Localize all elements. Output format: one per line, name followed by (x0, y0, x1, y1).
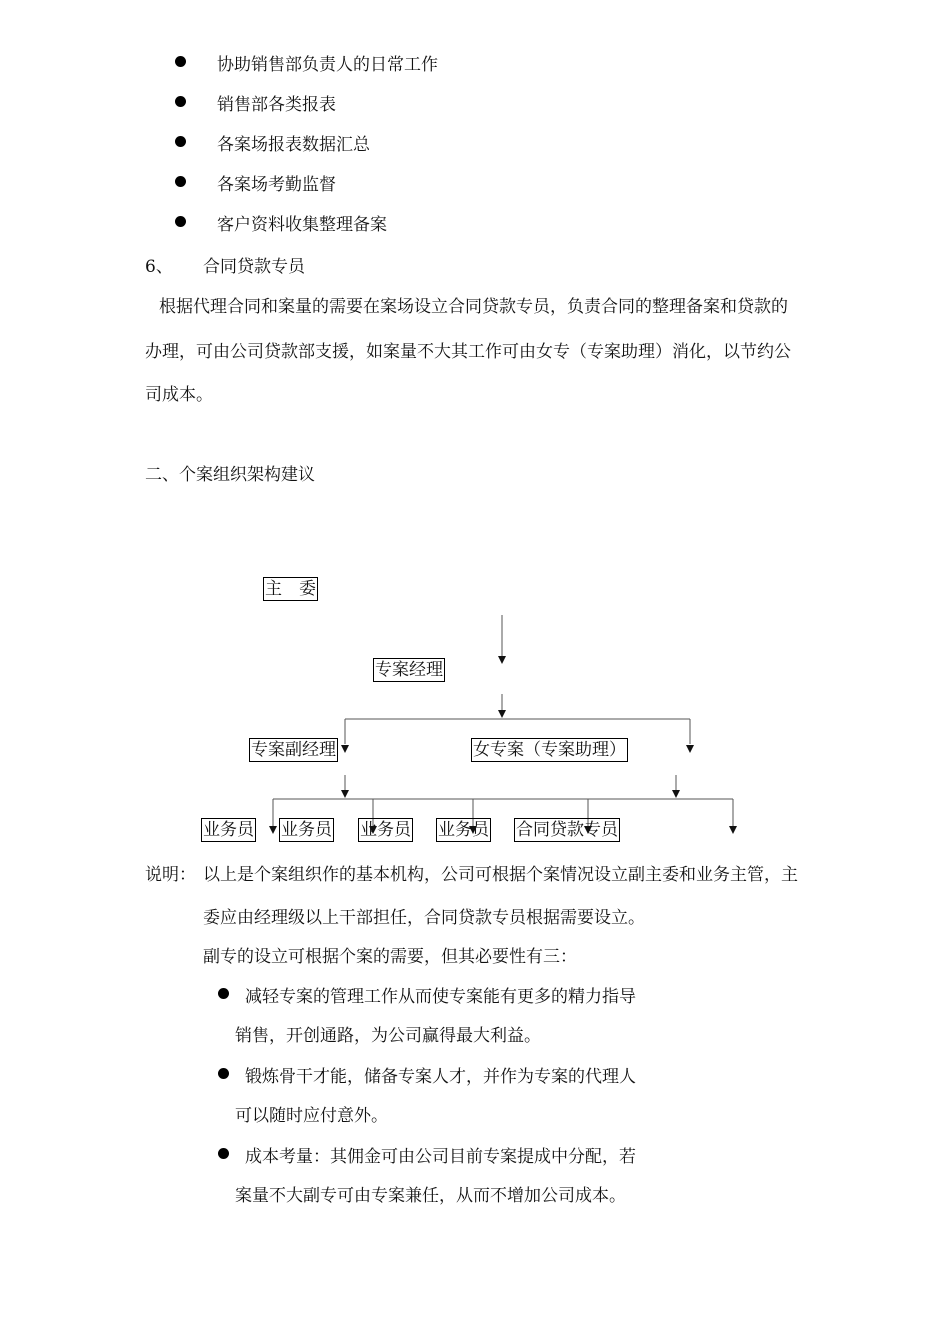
notes-bullet-text: 成本考量：其佣金可由公司目前专案提成中分配，若 (245, 1147, 636, 1167)
arrow-down-icon (269, 826, 277, 834)
body-line: 办理，可由公司贷款部支援，如案量不大其工作可由女专（专案助理）消化，以节约公 (145, 342, 791, 362)
org-box-director: 主 委 (265, 579, 316, 599)
notes-bullet-text: 可以随时应付意外。 (235, 1106, 388, 1126)
notes-label: 说明： (145, 865, 196, 885)
bullet-icon (218, 988, 229, 999)
arrow-down-icon (341, 745, 349, 753)
list-item: 各案场报表数据汇总 (217, 135, 370, 155)
body-line: 根据代理合同和案量的需要在案场设立合同贷款专员，负责合同的整理备案和贷款的 (159, 297, 788, 317)
arrow-down-icon (498, 656, 506, 664)
list-item: 客户资料收集整理备案 (217, 215, 387, 235)
section-number: 6、 (145, 257, 173, 277)
notes-bullet-text: 案量不大副专可由专案兼任，从而不增加公司成本。 (235, 1186, 626, 1206)
org-box-staff: 业务员 (438, 820, 489, 840)
arrow-down-icon (341, 790, 349, 798)
notes-bullet-text: 锻炼骨干才能，储备专案人才，并作为专案的代理人 (245, 1067, 636, 1087)
org-box-deputy-manager: 专案副经理 (251, 740, 336, 760)
list-item: 销售部各类报表 (217, 95, 336, 115)
bullet-icon (218, 1068, 229, 1079)
body-line: 司成本。 (145, 385, 213, 405)
arrow-down-icon (498, 710, 506, 718)
arrow-down-icon (686, 745, 694, 753)
notes-line: 委应由经理级以上干部担任，合同贷款专员根据需要设立。 (203, 908, 645, 928)
org-box-staff: 业务员 (360, 820, 411, 840)
notes-bullet-text: 销售，开创通路，为公司赢得最大利益。 (235, 1026, 541, 1046)
org-box-staff: 业务员 (281, 820, 332, 840)
list-item: 各案场考勤监督 (217, 175, 336, 195)
org-box-manager: 专案经理 (375, 660, 443, 680)
section-title: 合同贷款专员 (203, 257, 305, 277)
section-heading: 二、个案组织架构建议 (145, 465, 315, 485)
org-box-assistant: 女专案（专案助理） (473, 740, 626, 760)
notes-bullet-text: 减轻专案的管理工作从而使专案能有更多的精力指导 (245, 987, 636, 1007)
bullet-icon (218, 1148, 229, 1159)
arrow-down-icon (729, 826, 737, 834)
org-box-staff: 业务员 (203, 820, 254, 840)
arrow-down-icon (672, 790, 680, 798)
notes-line: 以上是个案组织作的基本机构，公司可根据个案情况设立副主委和业务主管，主 (203, 865, 798, 885)
list-item: 协助销售部负责人的日常工作 (217, 55, 438, 75)
org-box-loan-specialist: 合同贷款专员 (516, 820, 618, 840)
notes-line: 副专的设立可根据个案的需要，但其必要性有三： (203, 947, 577, 967)
